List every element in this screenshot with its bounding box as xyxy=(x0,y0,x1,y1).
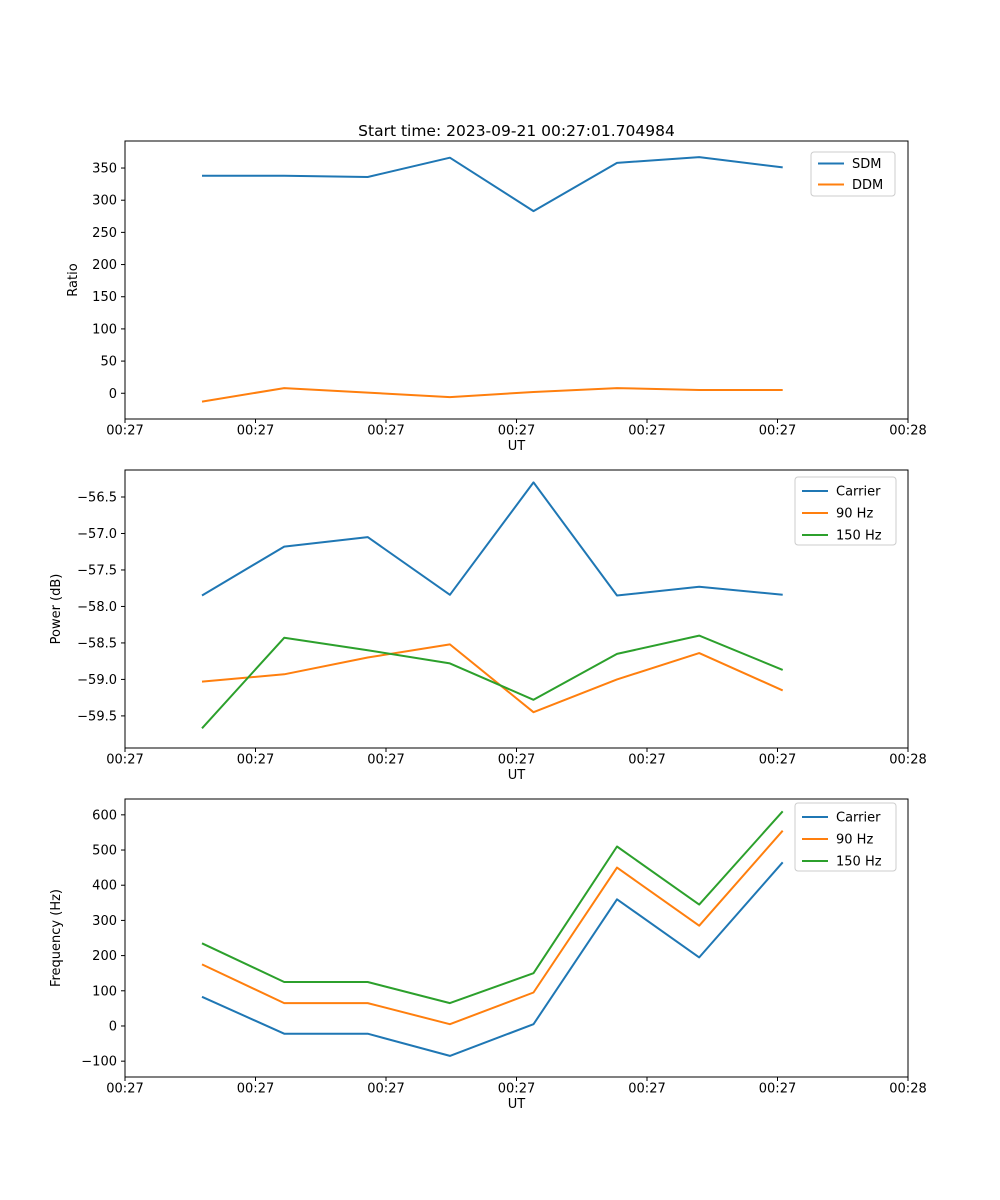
x-tick-label: 00:27 xyxy=(758,1081,797,1097)
x-tick-label: 00:27 xyxy=(236,1081,275,1097)
x-tick-label: 00:27 xyxy=(236,423,275,439)
legend-ratio xyxy=(811,152,895,196)
series-line-90-hz xyxy=(202,831,783,1024)
x-tick-label: 00:27 xyxy=(367,752,405,768)
x-tick-label: 00:27 xyxy=(628,752,666,768)
y-tick-label: 100 xyxy=(92,322,117,338)
x-tick-label: 00:27 xyxy=(497,423,536,439)
x-tick-label: 00:27 xyxy=(236,752,275,768)
legend-frequency xyxy=(795,803,896,871)
y-tick-label: 150 xyxy=(92,290,117,306)
subplot-ratio xyxy=(66,141,927,454)
legend-label-150-hz: 150 Hz xyxy=(836,854,882,870)
xlabel-frequency: UT xyxy=(507,1097,526,1112)
series-line-ddm xyxy=(202,388,783,402)
axes-frame-ratio xyxy=(125,141,908,419)
ylabel-frequency: Frequency (Hz) xyxy=(49,888,64,988)
x-tick-label: 00:28 xyxy=(889,752,927,768)
ylabel-power: Power (dB) xyxy=(49,573,64,645)
x-tick-label: 00:27 xyxy=(106,752,144,768)
y-tick-label: 400 xyxy=(92,878,117,894)
series-line-carrier xyxy=(202,862,783,1056)
series-line-90-hz xyxy=(202,644,783,712)
series-line-150-hz xyxy=(202,636,783,729)
x-tick-label: 00:28 xyxy=(889,423,927,439)
y-tick-label: −58.5 xyxy=(77,636,117,652)
x-tick-label: 00:27 xyxy=(497,1081,536,1097)
y-tick-label: −58.0 xyxy=(77,599,117,615)
legend-label-ddm: DDM xyxy=(852,178,884,193)
subplot-frequency xyxy=(49,799,927,1112)
series-line-sdm xyxy=(202,157,783,211)
y-tick-label: 500 xyxy=(92,843,117,859)
legend-label-150-hz: 150 Hz xyxy=(836,528,882,544)
y-tick-label: 200 xyxy=(92,258,117,274)
y-tick-label: −59.0 xyxy=(77,672,117,688)
x-tick-label: 00:27 xyxy=(106,1081,144,1097)
ylabel-ratio: Ratio xyxy=(66,263,81,297)
series-line-150-hz xyxy=(202,811,783,1003)
axes-frame-frequency xyxy=(125,799,908,1077)
subplot-power xyxy=(49,470,927,783)
y-tick-label: −56.5 xyxy=(77,490,117,506)
figure-title: Start time: 2023-09-21 00:27:01.704984 xyxy=(358,122,675,140)
legend-label-sdm: SDM xyxy=(852,157,882,172)
legend-label-carrier: Carrier xyxy=(836,810,881,826)
x-tick-label: 00:27 xyxy=(106,423,144,439)
xlabel-power: UT xyxy=(507,768,526,783)
y-tick-label: 350 xyxy=(92,161,117,177)
y-tick-label: −57.5 xyxy=(77,563,117,579)
y-tick-label: 100 xyxy=(92,984,117,1000)
legend-label-90-hz: 90 Hz xyxy=(836,506,874,522)
y-tick-label: 300 xyxy=(92,913,117,929)
y-tick-label: −100 xyxy=(81,1054,117,1070)
x-tick-label: 00:27 xyxy=(497,752,536,768)
y-tick-label: −59.5 xyxy=(77,709,117,725)
xlabel-ratio: UT xyxy=(507,439,526,454)
y-tick-label: −57.0 xyxy=(77,526,117,542)
x-tick-label: 00:27 xyxy=(367,423,405,439)
x-tick-label: 00:27 xyxy=(628,423,666,439)
legend-label-90-hz: 90 Hz xyxy=(836,832,874,848)
y-tick-label: 300 xyxy=(92,193,117,209)
y-tick-label: 600 xyxy=(92,808,117,824)
series-line-carrier xyxy=(202,482,783,595)
x-tick-label: 00:27 xyxy=(628,1081,666,1097)
x-tick-label: 00:28 xyxy=(889,1081,927,1097)
y-tick-label: 200 xyxy=(92,949,117,965)
y-tick-label: 50 xyxy=(100,354,117,370)
legend-label-carrier: Carrier xyxy=(836,484,881,500)
x-tick-label: 00:27 xyxy=(367,1081,405,1097)
y-tick-label: 0 xyxy=(108,386,117,402)
x-tick-label: 00:27 xyxy=(758,423,797,439)
y-tick-label: 250 xyxy=(92,225,117,241)
legend-power xyxy=(795,477,896,545)
axes-frame-power xyxy=(125,470,908,748)
x-tick-label: 00:27 xyxy=(758,752,797,768)
y-tick-label: 0 xyxy=(108,1019,117,1035)
